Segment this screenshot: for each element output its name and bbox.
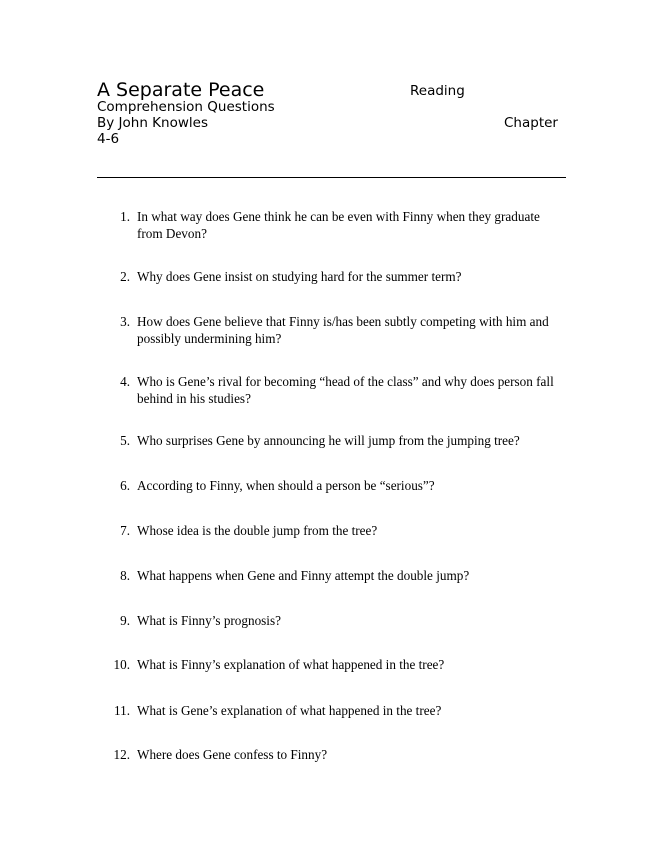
question-text: Whose idea is the double jump from the tree? <box>137 523 378 538</box>
question-number: 12. <box>113 747 130 762</box>
author-line: By John Knowles <box>97 115 208 131</box>
question-text: Who is Gene’s rival for becoming “head of the class” and why does person fall behind in his studies? <box>137 374 554 406</box>
question-number: 7. <box>120 523 130 538</box>
question-number: 2. <box>120 269 130 284</box>
question-text: According to Finny, when should a person be “serious”? <box>137 478 435 493</box>
question-text: What is Gene’s explanation of what happened in the tree? <box>137 703 442 718</box>
question-text: In what way does Gene think he can be even with Finny when they graduate from Devon? <box>137 209 540 241</box>
document-title: A Separate Peace <box>97 79 265 101</box>
question-number: 11. <box>114 703 130 718</box>
question-text: Where does Gene confess to Finny? <box>137 747 328 762</box>
question-text: How does Gene believe that Finny is/has been subtly competing with him and possibly undermining him? <box>137 314 549 346</box>
reading-label: Reading <box>410 83 465 99</box>
header-divider <box>97 177 566 178</box>
question-text: What is Finny’s explanation of what happened in the tree? <box>137 657 445 672</box>
question-number: 1. <box>120 209 130 224</box>
question-text: Why does Gene insist on studying hard for the summer term? <box>137 269 462 284</box>
question-text: What happens when Gene and Finny attempt the double jump? <box>137 568 470 583</box>
question-number: 3. <box>120 314 130 329</box>
question-number: 4. <box>120 374 130 389</box>
chapter-range: 4-6 <box>97 131 120 147</box>
chapter-label: Chapter <box>504 115 558 131</box>
question-text: Who surprises Gene by announcing he will jump from the jumping tree? <box>137 433 520 448</box>
question-text: What is Finny’s prognosis? <box>137 613 281 628</box>
question-number: 9. <box>120 613 130 628</box>
question-number: 6. <box>120 478 130 493</box>
question-number: 10. <box>113 657 130 672</box>
question-number: 8. <box>120 568 130 583</box>
question-number: 5. <box>120 433 130 448</box>
subtitle: Comprehension Questions <box>97 99 275 115</box>
